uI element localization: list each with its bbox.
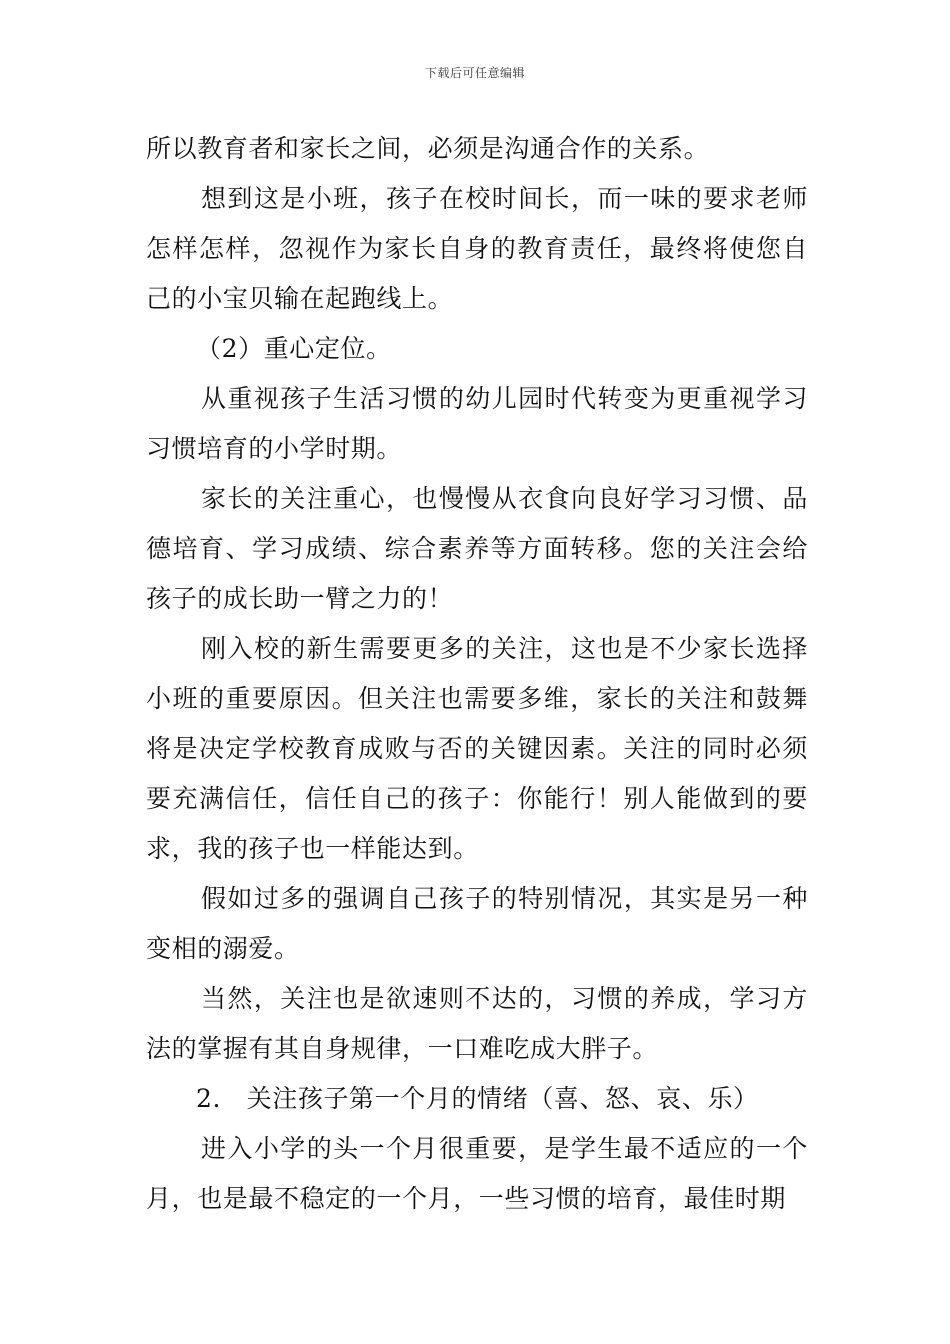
page-header-note: 下载后可任意编辑 — [424, 66, 525, 80]
paragraph-3-heading: （2）重心定位。 — [196, 334, 392, 363]
paragraph-4: 从重视孩子生活习惯的幼儿园时代转变为更重视学习习惯培育的小学时期。 — [146, 384, 808, 463]
paragraph-6: 刚入校的新生需要更多的关注，这也是不少家长选择小班的重要原因。但关注也需要多维，家长的关注和鼓舞将是决定学校教育成败与否的关键因素。关注的同时必须要充满信任，信任自己的孩子：你能行！别人能做到的要求，我的孩子也一样能达到。 — [146, 634, 808, 863]
document-body — [146, 124, 808, 1224]
paragraph-8: 当然，关注也是欲速则不达的，习惯的养成，学习方法的掌握有其自身规律，一口难吃成大胖子。 — [146, 984, 808, 1063]
paragraph-10: 进入小学的头一个月很重要，是学生最不适应的一个月，也是最不稳定的一个月，一些习惯的培育，最佳时期 — [146, 1134, 808, 1213]
paragraph-1: 所以教育者和家长之间，必须是沟通合作的关系。 — [146, 134, 710, 163]
paragraph-5: 家长的关注重心，也慢慢从衣食向良好学习习惯、品德培育、学习成绩、综合素养等方面转移。您的关注会给孩子的成长助一臂之力的！ — [146, 484, 808, 613]
paragraph-9-heading: 2. 关注孩子第一个月的情绪（喜、怒、哀、乐） — [196, 1084, 759, 1113]
paragraph-2: 想到这是小班，孩子在校时间长，而一味的要求老师怎样怎样，忽视作为家长自身的教育责任，最终将使您自己的小宝贝输在起跑线上。 — [146, 184, 808, 313]
paragraph-7: 假如过多的强调自己孩子的特别情况，其实是另一种变相的溺爱。 — [146, 884, 808, 963]
